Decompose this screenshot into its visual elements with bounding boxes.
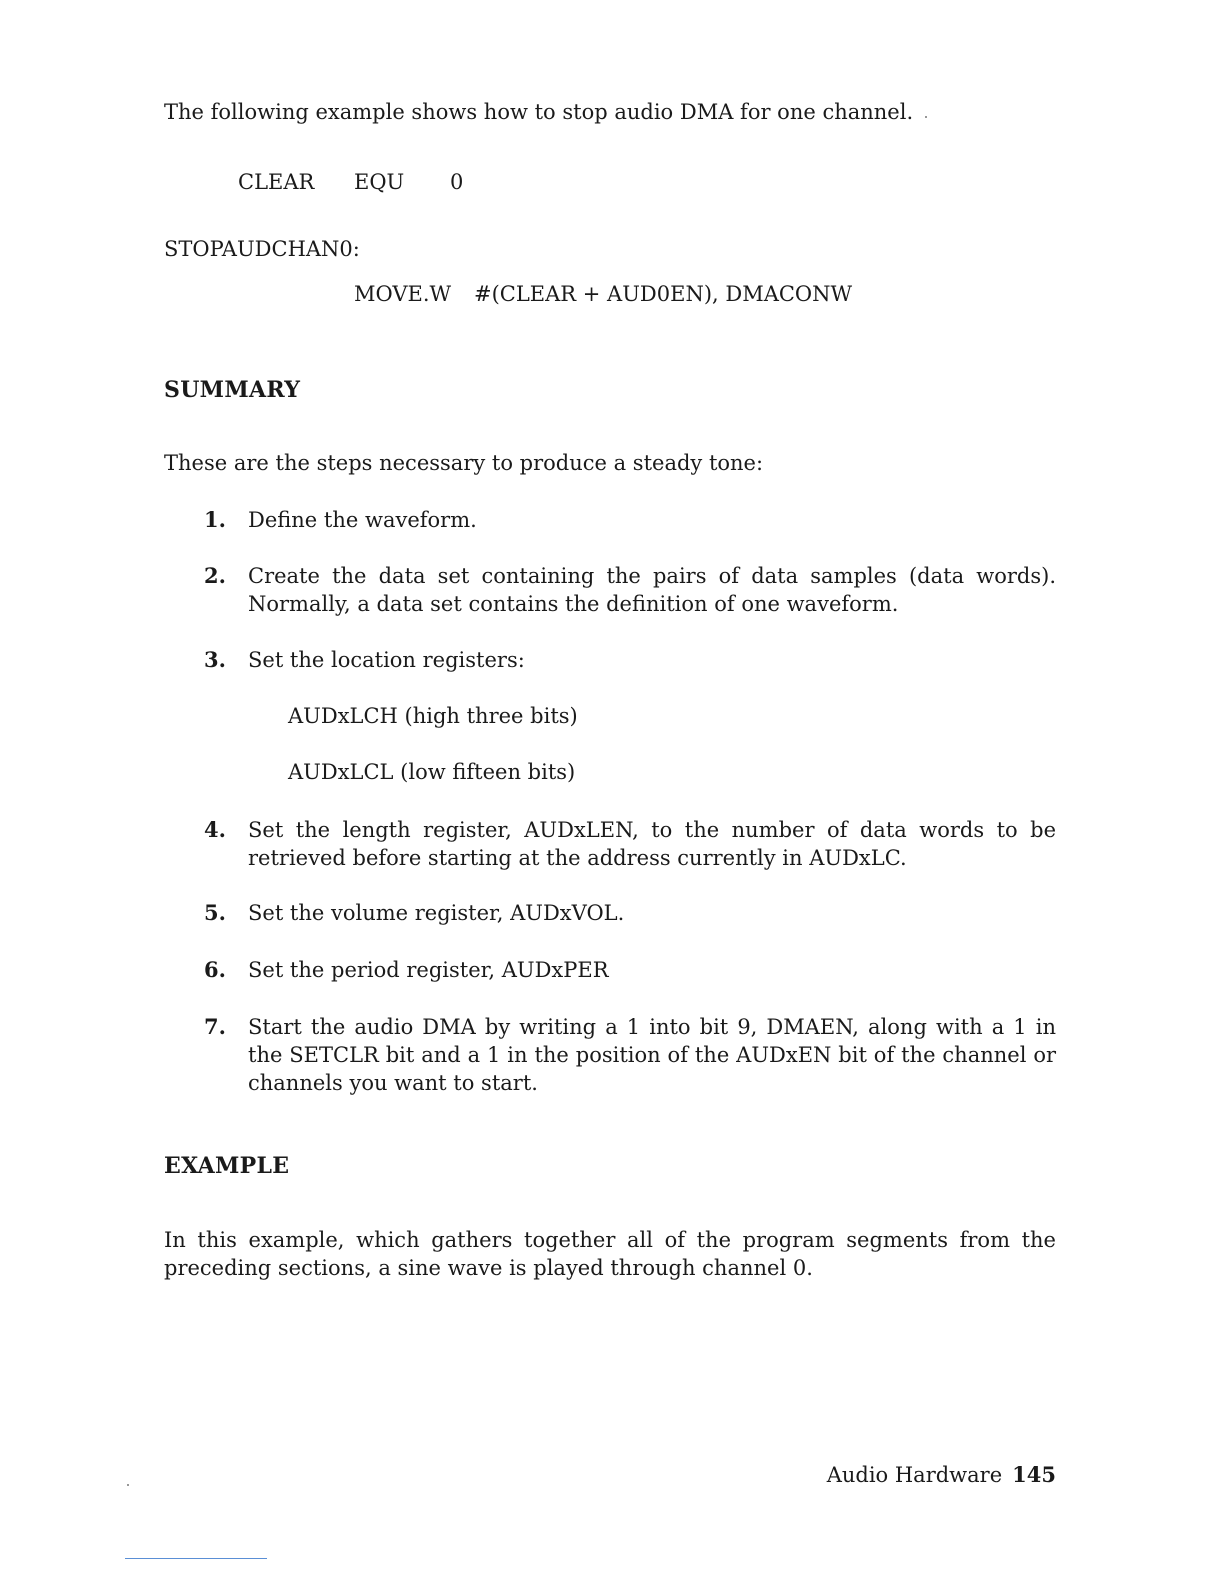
code-move-op: MOVE.W: [354, 282, 452, 306]
summary-heading: SUMMARY: [164, 377, 301, 403]
intro-text: The following example shows how to stop audio DMA for one channel.: [164, 100, 914, 124]
code-equ-label: CLEAR: [238, 170, 315, 194]
register-lch: AUDxLCH (high three bits): [288, 704, 578, 728]
step-number: 6.: [204, 957, 226, 982]
example-heading: EXAMPLE: [164, 1153, 290, 1179]
example-text: In this example, which gathers together all of the program segments from the preceding sections, a sine wave is played through channel 0.: [164, 1228, 1056, 1280]
summary-intro: These are the steps necessary to produce a steady tone:: [164, 451, 764, 475]
step-number: 2.: [204, 563, 226, 588]
step-text: Set the location registers:: [248, 648, 525, 672]
step-number: 4.: [204, 817, 226, 842]
step-number: 1.: [204, 507, 226, 532]
step-number: 3.: [204, 647, 226, 672]
register-lcl: AUDxLCL (low fifteen bits): [288, 760, 576, 784]
footer-title: Audio Hardware: [826, 1463, 1003, 1487]
scan-rule: [125, 1558, 267, 1559]
scan-speck: [925, 116, 927, 118]
code-routine-label: STOPAUDCHAN0:: [164, 237, 360, 261]
step-text: Create the data set containing the pairs of data samples (data words). Normally, a data set contains the definition of one waveform.: [248, 564, 1056, 616]
step-number: 5.: [204, 900, 226, 925]
step-text: Set the length register, AUDxLEN, to the number of data words to be retrieved before starting at the address currently in AUDxLC.: [248, 818, 1056, 870]
page-footer: [827, 1462, 1056, 1487]
code-move-args: #(CLEAR + AUD0EN), DMACONW: [474, 282, 853, 306]
code-equ-op: EQU: [354, 170, 405, 194]
step-number: 7.: [204, 1014, 226, 1039]
step-text: Start the audio DMA by writing a 1 into bit 9, DMAEN, along with a 1 in the SETCLR bit and a 1 in the position of the AUDxEN bit of the channel or channels you want to start.: [248, 1015, 1056, 1095]
step-text: Define the waveform.: [248, 508, 477, 532]
page-number: 145: [1012, 1462, 1056, 1487]
code-equ-value: 0: [450, 170, 464, 194]
scan-speck: [127, 1484, 129, 1486]
step-text: Set the period register, AUDxPER: [248, 958, 609, 982]
step-text: Set the volume register, AUDxVOL.: [248, 901, 625, 925]
